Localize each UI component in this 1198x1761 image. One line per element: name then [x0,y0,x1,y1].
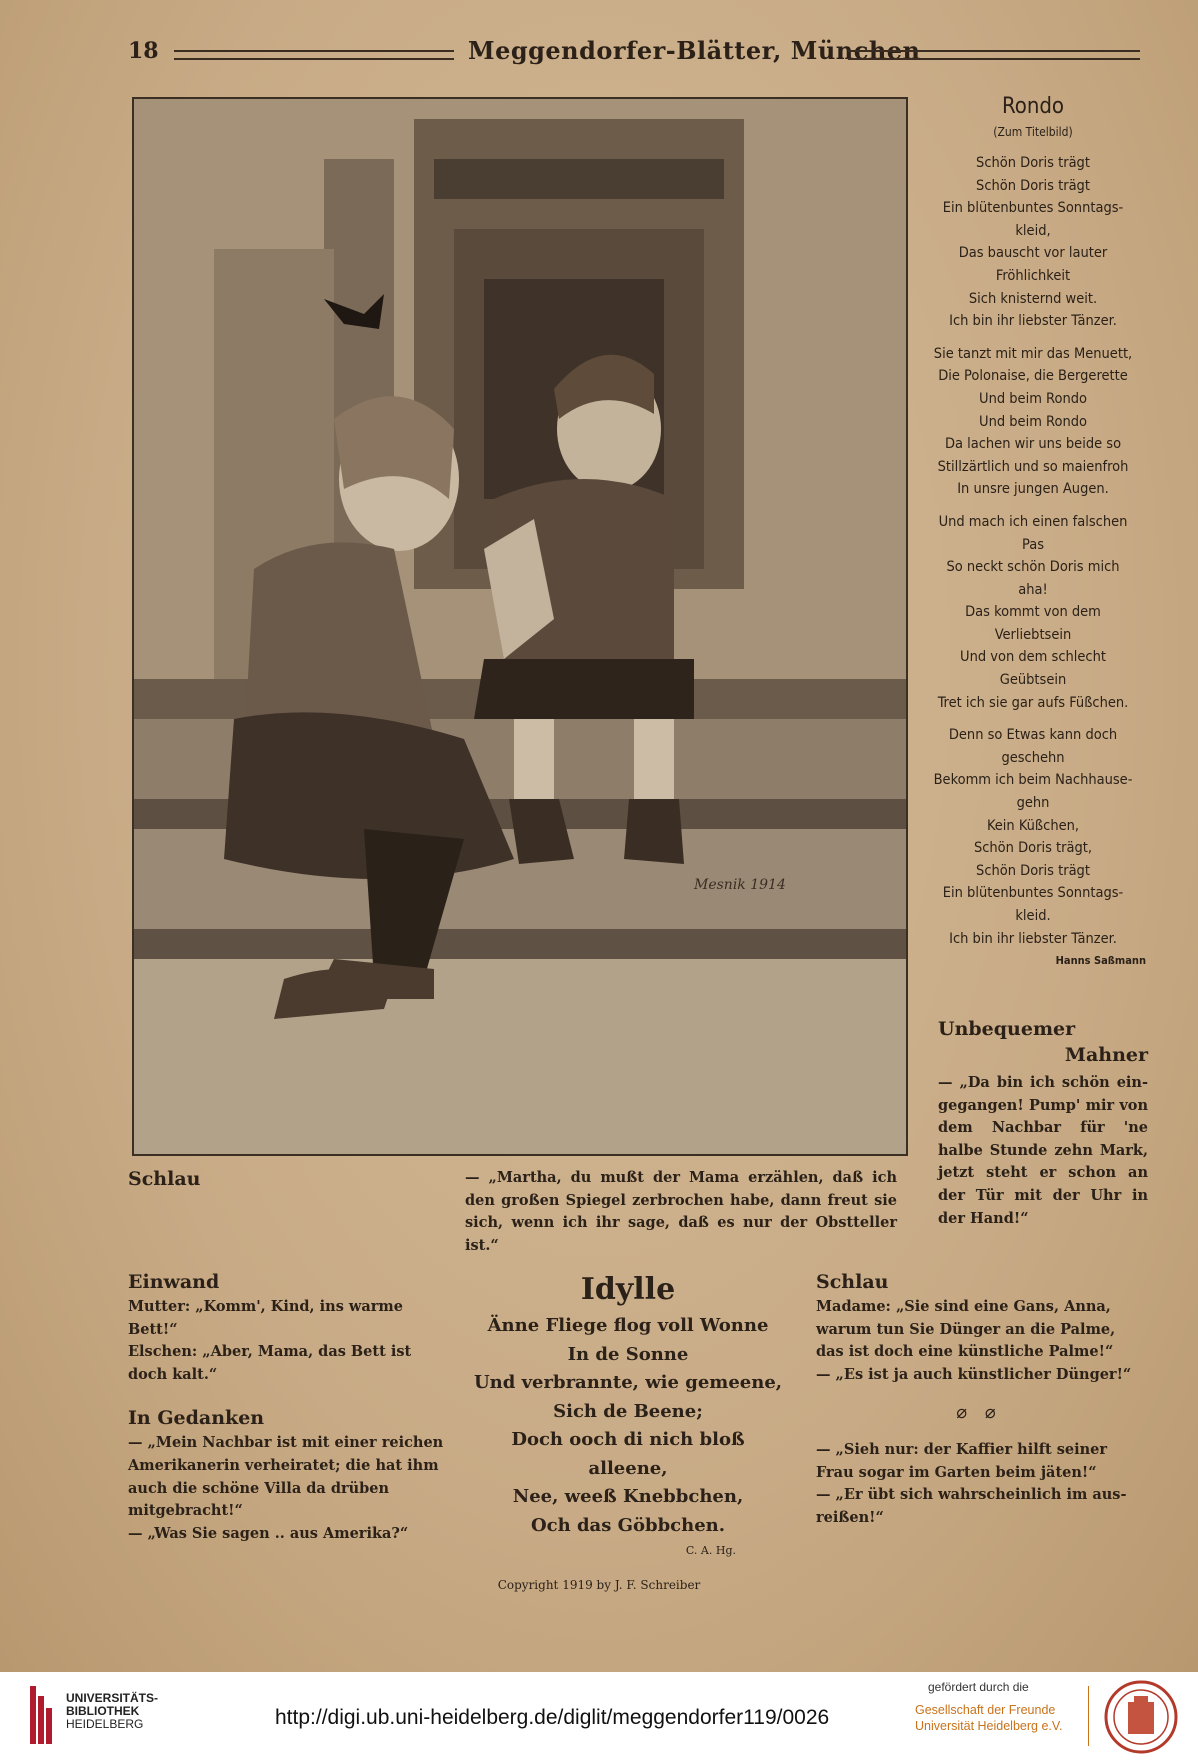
poem-line: Und verbrannte, wie gemeene, [473,1372,783,1393]
poem-line: Pas [1021,536,1044,553]
ub-name [66,1692,158,1731]
society-line: Gesellschaft der Freunde [915,1703,1056,1717]
poem-line: Sich knisternd weit. [968,290,1098,307]
rings-ornament: ⌀ ⌀ [956,1402,1002,1424]
permalink-url[interactable]: http://digi.ub.uni-heidelberg.de/diglit/meggendorfer119/0026 [275,1706,830,1729]
poem-line: Änne Fliege flog voll Wonne [487,1315,769,1336]
library-footer [0,1672,1198,1761]
idylle-initials: C. A. Hg. [685,1544,736,1557]
unbequemer-title-1: Unbequemer [938,1018,1076,1040]
caption-title: Schlau [128,1168,201,1190]
poem-line: So neckt schön Doris mich [946,559,1120,576]
left-column [128,1268,450,1545]
joke-line: — „Sieh nur: der Kaffier hilft seiner Frau sogar im Garten beim jäten!“ [816,1440,1108,1481]
rondo-stanza [918,511,1148,714]
illustration-drawing [134,99,906,1154]
idylle-poem [470,1312,786,1540]
poem-line: Und beim Rondo [979,413,1087,430]
poem-line: Schön Doris trägt [976,862,1090,879]
ub-line: HEIDELBERG [66,1717,144,1731]
poem-line: Die Polonaise, die Bergerette [938,368,1128,385]
poem-line: kleid, [1015,222,1051,239]
poem-line: gehn [1016,795,1050,812]
poem-line: aha! [1018,581,1048,598]
schlau-line: — „Es ist ja auch künstlicher Dünger!“ [816,1365,1132,1383]
poem-line: Und von dem schlecht [960,649,1106,666]
ub-logo-icon [30,1686,52,1744]
poem-line: Denn so Etwas kann doch [948,727,1118,744]
poem-line: Schön Doris trägt [976,155,1090,171]
header-ornament-right [848,50,1140,60]
unbequemer-mahner [938,1016,1148,1230]
poem-line: Tret ich sie gar aufs Füßchen. [937,694,1129,711]
footer-divider [1088,1686,1089,1746]
poem-line: Och das Göbbchen. [530,1514,726,1536]
poem-line: Verliebtsein [994,626,1072,643]
poem-line: Ich bin ihr liebster Tänzer. [949,313,1117,330]
joke-line: — „Er übt sich wahrscheinlich im aus-reißen!“ [816,1486,1127,1526]
page-header [128,36,1148,70]
rondo-stanza [918,152,1148,333]
rondo-poem [918,92,1148,972]
idylle-title: Idylle [580,1272,676,1307]
poem-line: Ich bin ihr liebster Tänzer. [949,930,1117,947]
ub-line: UNIVERSITÄTS- [66,1691,159,1705]
gedanken-line: — „Mein Nachbar ist mit einer reichen Amerikanerin verheiratet; die hat ihm auch die schöne Villa da drüben mitgebracht!“ [128,1434,444,1520]
einwand-line: Mutter: „Komm', Kind, ins warme Bett!“ [128,1298,404,1338]
poem-line: Fröhlichkeit [995,267,1071,284]
gedanken-line: — „Was Sie sagen .. aus Amerika?“ [128,1524,409,1542]
illustration-signature: Mesnik 1914 [694,877,786,893]
university-seal-icon [1104,1680,1178,1754]
poem-line: Und beim Rondo [979,390,1087,407]
gedanken-title: In Gedanken [128,1407,265,1430]
poem-line: Schön Doris trägt [976,177,1090,194]
einwand-line: Elschen: „Aber, Mama, das Bett ist doch kalt.“ [128,1343,412,1383]
caption-text: — „Martha, du mußt der Mama erzählen, daß ich den großen Spiegel zerbrochen habe, dann freut sie sich, wenn ich ihr sage, daß es nur der Obstteller ist.“ [465,1169,897,1254]
title-illustration [132,97,908,1156]
poem-line: Das kommt von dem [965,604,1101,621]
poem-line: Und mach ich einen falschen [938,513,1128,530]
page-number: 18 [128,38,159,64]
poem-line: Stillzärtlich und so maienfroh [937,458,1129,475]
society-name [915,1702,1063,1734]
unbequemer-title-2: Mahner [1064,1044,1148,1066]
unbequemer-text: — „Da bin ich schön ein-gegangen! Pump' mir von dem Nachbar für 'ne halbe Stunde zehn Mark, jetzt steht er schon an der Tür mit der Uhr in der Hand!“ [938,1074,1148,1227]
ub-line: BIBLIOTHEK [66,1704,140,1718]
poem-line: Ein blütenbuntes Sonntags- [942,885,1124,902]
header-ornament-left [174,50,454,60]
poem-line: kleid. [1015,908,1051,924]
poem-line: Doch ooch di nich bloß alleene, [511,1429,745,1479]
rondo-subtitle: (Zum Titelbild) [993,125,1073,139]
poem-line: In unsre jungen Augen. [957,481,1109,498]
einwand-title: Einwand [128,1271,220,1293]
poem-line: Geübtsein [999,672,1067,689]
rondo-title: Rondo [1001,94,1065,119]
poem-line: Das bauscht vor lauter [958,245,1108,262]
poem-line: Sich de Beene; [553,1400,703,1422]
funded-by-label: gefördert durch die [928,1680,1029,1694]
right-column [816,1268,1142,1529]
magazine-title: Meggendorfer-Blätter, München [468,36,921,65]
poem-line: geschehn [1001,749,1065,766]
poem-line: Da lachen wir uns beide so [944,436,1122,453]
schlau-line: Madame: „Sie sind eine Gans, Anna, warum tun Sie Dünger an die Palme, das ist doch eine künstliche Palme!“ [816,1298,1116,1361]
poem-line: Ein blütenbuntes Sonntags- [942,200,1124,217]
schlau-title: Schlau [816,1271,889,1293]
poem-line: Nee, weeß Knebbchen, [512,1486,744,1507]
idylle-column [470,1268,786,1563]
rondo-stanza [918,343,1148,501]
copyright-notice: Copyright 1919 by J. F. Schreiber [497,1578,701,1592]
poem-line: Kein Küßchen, [986,817,1080,834]
rondo-stanza [918,724,1148,950]
rondo-author: Hanns Saßmann [1055,954,1146,968]
society-line: Universität Heidelberg e.V. [915,1719,1063,1733]
poem-line: Bekomm ich beim Nachhause- [933,772,1133,789]
poem-line: Schön Doris trägt, [973,840,1093,857]
poem-line: Sie tanzt mit mir das Menuett, [933,345,1133,362]
poem-line: In de Sonne [567,1343,689,1365]
